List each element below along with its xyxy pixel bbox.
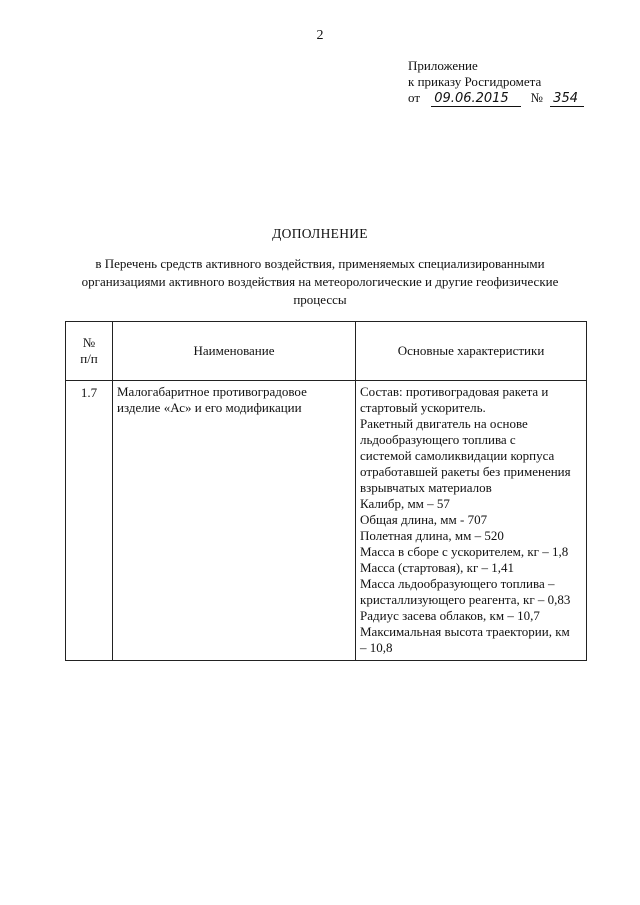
spec-line: системой самоликвидации корпуса bbox=[360, 448, 555, 463]
subtitle-line: процессы bbox=[293, 292, 347, 307]
number-label: № bbox=[530, 90, 543, 105]
spec-line: кристаллизующего реагента, кг – 0,83 bbox=[360, 592, 571, 607]
handwritten-number: 354 bbox=[550, 92, 584, 107]
spec-line: Калибр, мм – 57 bbox=[360, 496, 450, 511]
spec-line: Масса в сборе с ускорителем, кг – 1,8 bbox=[360, 544, 569, 559]
spec-line: Масса (стартовая), кг – 1,41 bbox=[360, 560, 515, 575]
spec-line: Ракетный двигатель на основе bbox=[360, 416, 528, 431]
spec-line: Общая длина, мм - 707 bbox=[360, 512, 488, 527]
row-name bbox=[113, 381, 356, 661]
spec-line: стартовый ускоритель. bbox=[360, 400, 486, 415]
spec-line: Масса льдообразующего топлива – bbox=[360, 576, 555, 591]
header-name: Наименование bbox=[113, 322, 356, 381]
table-row bbox=[66, 381, 587, 661]
table-header-row bbox=[66, 322, 587, 381]
row-name-line: изделие «Ас» и его модификации bbox=[117, 400, 302, 415]
header-number-abbr: п/п bbox=[80, 351, 98, 366]
spec-line: Состав: противоградовая ракета и bbox=[360, 384, 549, 399]
means-table bbox=[65, 321, 587, 661]
appendix-title: Приложение bbox=[408, 58, 478, 73]
spec-line: Радиус засева облаков, км – 10,7 bbox=[360, 608, 540, 623]
header-number bbox=[66, 322, 113, 381]
page-number: 2 bbox=[316, 28, 324, 43]
subtitle-line: в Перечень средств активного воздействия, применяемых специализированными bbox=[95, 256, 545, 271]
document-title: ДОПОЛНЕНИЕ bbox=[272, 226, 368, 241]
handwritten-date: 09.06.2015 bbox=[431, 92, 521, 107]
appendix-order-ref: к приказу Росгидромета bbox=[408, 74, 542, 89]
spec-line: Полетная длина, мм – 520 bbox=[360, 528, 504, 543]
appendix-block bbox=[408, 58, 584, 107]
row-number: 1.7 bbox=[66, 381, 113, 661]
spec-line: взрывчатых материалов bbox=[360, 480, 492, 495]
from-label: от bbox=[408, 90, 421, 105]
header-specs: Основные характеристики bbox=[356, 322, 587, 381]
row-specs bbox=[356, 381, 587, 661]
appendix-date-line bbox=[408, 90, 584, 107]
spec-line: Максимальная высота траектории, км bbox=[360, 624, 570, 639]
spec-line: отработавшей ракеты без применения bbox=[360, 464, 571, 479]
document-subtitle bbox=[80, 255, 560, 309]
spec-line: льдообразующего топлива с bbox=[360, 432, 516, 447]
row-name-line: Малогабаритное противоградовое bbox=[117, 384, 307, 399]
subtitle-line: организациями активного воздействия на метеорологические и другие геофизические bbox=[81, 274, 559, 289]
header-number-sign: № bbox=[82, 335, 96, 350]
spec-line: – 10,8 bbox=[360, 640, 393, 655]
